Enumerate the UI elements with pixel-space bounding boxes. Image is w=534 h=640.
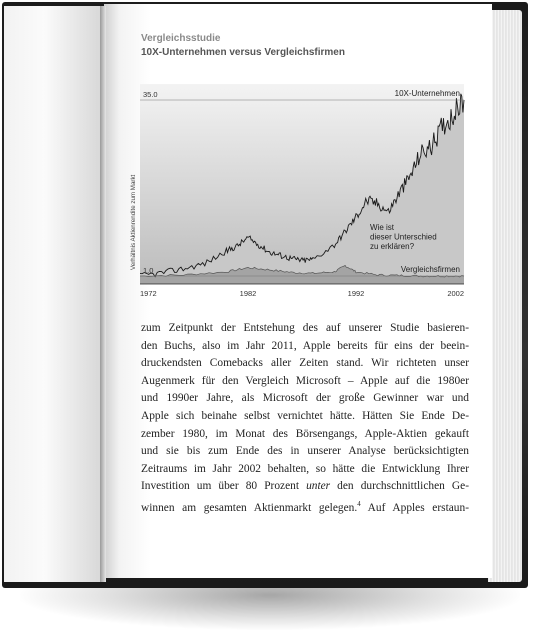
book-spine <box>100 6 106 582</box>
y-axis-label: Verhältnis Aktienrendite zum Markt <box>130 174 137 270</box>
x-tick-1982: 1982 <box>239 289 257 298</box>
body-line-emphasis <box>141 478 469 496</box>
x-tick-1972: 1972 <box>140 289 157 298</box>
body-line: zember 1980, im Monat des Börsengangs, Apple-Aktien gekauft <box>141 427 469 440</box>
body-line: druckendsten Comebacks aller Zeiten stand. Wir richteten unser <box>141 357 469 370</box>
annotation-line: Wie ist <box>370 223 394 232</box>
chart-title: Vergleichsstudie <box>141 33 221 44</box>
body-paragraph <box>141 320 469 517</box>
footnote-marker: 4 <box>357 499 361 508</box>
page-edges <box>488 10 522 582</box>
chart-subtitle: 10X-Unternehmen versus Vergleichsfirmen <box>141 47 345 58</box>
text-segment: winnen am gesamten Aktienmarkt gelegen. <box>141 501 358 514</box>
text-segment: Auf Apples erstaun- <box>360 501 469 514</box>
left-page <box>4 6 104 582</box>
body-line: zum Zeitpunkt der Entstehung des auf unserer Studie basieren- <box>141 322 469 334</box>
text-segment: den durchschnittlichen Ge- <box>330 480 469 493</box>
emphasis-word: unter <box>306 480 331 493</box>
annotation-line: dieser Unterschied <box>370 232 437 242</box>
x-tick-1992: 1992 <box>347 289 365 298</box>
body-line: und 1990er Jahre, als Microsoft der große Gewinner war und <box>141 392 469 405</box>
book-page <box>104 4 492 578</box>
y-tick-1: 1.0 <box>143 266 154 275</box>
y-tick-35: 35.0 <box>143 90 158 99</box>
body-line: den Buchs, also im Jahr 2011, Apple bereits für eins der beein- <box>141 339 469 352</box>
comparison-chart <box>132 80 472 302</box>
body-line: und sie bis zum Ende des in unserer Analyse berücksichtigten <box>141 445 469 458</box>
x-tick-2002: 2002 <box>447 289 464 298</box>
annotation-line: zu erklären? <box>370 242 415 251</box>
text-segment: Investition um über 80 Prozent <box>141 480 307 493</box>
series-label-10x: 10X-Unternehmen <box>394 89 460 98</box>
body-line-footnote <box>141 496 469 517</box>
body-line: Zeitraums im Jahr 2002 behalten, so hätte die Entwicklung Ihrer <box>141 462 469 475</box>
series-label-vergleichsfirmen: Vergleichsfirmen <box>400 265 460 274</box>
body-line: Apple sich beinahe selbst vernichtet hätte. Hätten Sie Ende De- <box>141 409 469 422</box>
body-line: Augenmerk für den Vergleich Microsoft – Apple auf die 1980er <box>141 374 469 387</box>
